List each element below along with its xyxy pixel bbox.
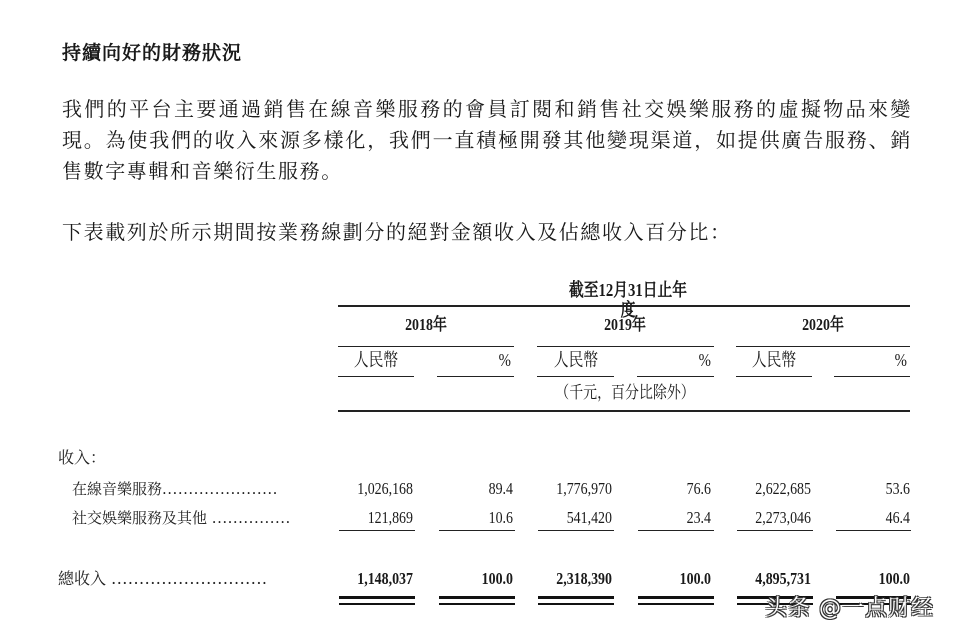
cell-value: 76.6 (686, 479, 711, 498)
year-header-2018: 2018年 (405, 315, 447, 334)
total-value: 2,318,390 (556, 569, 612, 588)
section-label: 收入： (58, 448, 107, 467)
divider (736, 376, 812, 377)
divider (736, 346, 910, 347)
cell-value: 53.6 (885, 479, 910, 498)
percent-header: % (498, 350, 511, 370)
currency-header: 人民幣 (553, 350, 599, 370)
row-label: 總收入 ............................ (58, 569, 268, 588)
year-header-2019: 2019年 (604, 315, 646, 334)
cell-value: 1,776,970 (556, 479, 612, 498)
cell-value: 89.4 (488, 479, 513, 498)
divider (338, 305, 910, 307)
period-header: 截至12月31日止年度 (568, 280, 688, 320)
cell-value: 2,622,685 (755, 479, 811, 498)
subtotal-underline (339, 530, 415, 531)
total-value: 100.0 (878, 569, 910, 588)
cell-value: 1,026,168 (357, 479, 413, 498)
total-value: 1,148,037 (357, 569, 413, 588)
table-intro: 下表載列於所示期間按業務線劃分的絕對金額收入及佔總收入百分比： (62, 220, 732, 244)
currency-header: 人民幣 (353, 350, 399, 370)
percent-header: % (894, 350, 907, 370)
cell-value: 10.6 (488, 508, 513, 527)
percent-header: % (698, 350, 711, 370)
cell-value: 23.4 (686, 508, 711, 527)
divider (537, 376, 614, 377)
subtotal-underline (538, 530, 614, 531)
divider (338, 410, 910, 412)
divider (537, 346, 714, 347)
divider (338, 346, 514, 347)
unit-note: （千元，百分比除外） (555, 383, 695, 402)
divider (437, 376, 514, 377)
subtotal-underline (638, 530, 714, 531)
currency-header: 人民幣 (751, 350, 797, 370)
row-label: 社交娛樂服務及其他 ............... (72, 509, 291, 527)
total-value: 100.0 (679, 569, 711, 588)
cell-value: 2,273,046 (755, 508, 811, 527)
subtotal-underline (737, 530, 813, 531)
year-header-2020: 2020年 (802, 315, 844, 334)
watermark: 头条 @一点财经 (765, 596, 934, 621)
total-value: 100.0 (481, 569, 513, 588)
cell-value: 46.4 (885, 508, 910, 527)
total-value: 4,895,731 (755, 569, 811, 588)
divider (338, 376, 414, 377)
row-label: 在線音樂服務...................... (72, 480, 278, 498)
subtotal-underline (439, 530, 515, 531)
divider (637, 376, 714, 377)
divider (834, 376, 910, 377)
subtotal-underline (836, 530, 911, 531)
section-heading: 持續向好的財務狀況 (62, 42, 243, 64)
cell-value: 541,420 (566, 508, 612, 527)
cell-value: 121,869 (367, 508, 413, 527)
body-paragraph: 我們的平台主要通過銷售在線音樂服務的會員訂閱和銷售社交娛樂服務的虛擬物品來變現。為使我們的收入來源多樣化，我們一直積極開發其他變現渠道，如提供廣告服務、銷售數字專輯和音樂衍生服務。 (62, 97, 912, 183)
